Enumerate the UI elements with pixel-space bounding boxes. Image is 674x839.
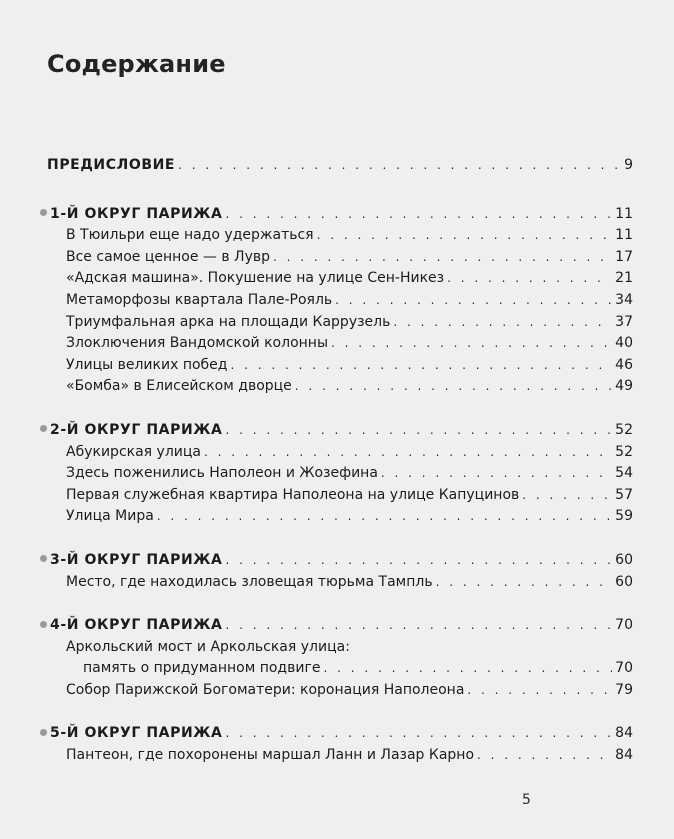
- toc-page-number: 84: [615, 725, 633, 742]
- dot-leader: [273, 247, 612, 269]
- toc-section-label: 3-Й ОКРУГ ПАРИЖА: [50, 551, 223, 568]
- toc-entry[interactable]: [47, 658, 633, 680]
- toc-entry-label: Место, где находилась зловещая тюрьма Тампль: [66, 573, 433, 590]
- toc-entry-label: Пантеон, где похоронены маршал Ланн и Лазар Карно: [66, 747, 475, 764]
- dot-leader: [447, 268, 612, 290]
- toc-entry-label: Злоключения Вандомской колонны: [66, 335, 328, 352]
- dot-leader: [335, 290, 612, 312]
- toc-page-number: 57: [615, 486, 633, 503]
- toc-section-label: 5-Й ОКРУГ ПАРИЖА: [50, 725, 223, 742]
- toc-page-number: 70: [615, 617, 633, 634]
- toc-page-number: 79: [615, 681, 633, 698]
- dot-leader: [157, 506, 612, 528]
- toc-entry[interactable]: [47, 506, 633, 528]
- toc-entry-line1[interactable]: [47, 637, 633, 659]
- toc-section-label: 1-Й ОКРУГ ПАРИЖА: [50, 205, 223, 222]
- toc-entry[interactable]: [47, 442, 633, 464]
- toc-page-number: 52: [615, 421, 633, 438]
- dot-leader: [331, 333, 612, 355]
- toc-page-number: 46: [615, 356, 633, 373]
- toc-entry-label: «Бомба» в Елисейском дворце: [66, 378, 292, 395]
- toc-entry-label: Триумфальная арка на площади Каррузель: [66, 313, 391, 330]
- toc-entry[interactable]: [47, 268, 633, 290]
- dot-leader: [225, 550, 612, 572]
- toc-page-number: 17: [615, 248, 633, 265]
- toc-entry[interactable]: [47, 312, 633, 334]
- toc-page-number: 11: [615, 205, 633, 222]
- toc-entry[interactable]: [47, 355, 633, 377]
- toc-entry-label: Абукирская улица: [66, 443, 201, 460]
- toc-page-number: 54: [615, 465, 633, 482]
- toc-page-number: 60: [615, 573, 633, 590]
- toc-page-number: 52: [615, 443, 633, 460]
- toc-entry[interactable]: [47, 572, 633, 594]
- toc-entry[interactable]: [47, 225, 633, 247]
- toc-entry[interactable]: [47, 333, 633, 355]
- toc-section-heading[interactable]: [47, 723, 633, 745]
- toc-page-number: 9: [624, 157, 633, 173]
- dot-leader: [225, 204, 612, 226]
- dot-leader: [477, 745, 612, 767]
- dot-leader: [467, 680, 612, 702]
- toc-page-number: 59: [615, 508, 633, 525]
- bullet-icon: [40, 621, 47, 628]
- dot-leader: [295, 376, 612, 398]
- toc-entry-label: Собор Парижской Богоматери: коронация Наполеона: [66, 681, 465, 698]
- toc-entry-label: В Тюильри еще надо удержаться: [66, 227, 314, 244]
- toc-entry[interactable]: [47, 485, 633, 507]
- toc-entry-label: Улица Мира: [66, 508, 154, 525]
- dot-leader: [204, 442, 612, 464]
- toc-section-heading[interactable]: [47, 550, 633, 572]
- toc-section-heading[interactable]: [47, 420, 633, 442]
- bullet-icon: [40, 729, 47, 736]
- bullet-icon: [40, 425, 47, 432]
- table-of-contents: [47, 155, 633, 767]
- toc-entry-label: память о придуманном подвиге: [83, 660, 321, 677]
- dot-leader: [381, 463, 612, 485]
- toc-page-number: 37: [615, 313, 633, 330]
- toc-page-number: 84: [615, 747, 633, 764]
- toc-entry-label: Улицы великих побед: [66, 356, 228, 373]
- toc-entry-label: Метаморфозы квартала Пале-Рояль: [66, 291, 333, 308]
- toc-section-label: 2-Й ОКРУГ ПАРИЖА: [50, 421, 223, 438]
- toc-page-number: 49: [615, 378, 633, 395]
- dot-leader: [436, 572, 613, 594]
- dot-leader: [323, 658, 612, 680]
- dot-leader: [225, 723, 612, 745]
- toc-entry[interactable]: [47, 376, 633, 398]
- toc-section-heading[interactable]: [47, 615, 633, 637]
- toc-page-number: 70: [615, 660, 633, 677]
- toc-entry-label: ПРЕДИСЛОВИЕ: [47, 157, 176, 173]
- dot-leader: [393, 312, 612, 334]
- toc-section-heading[interactable]: [47, 204, 633, 226]
- toc-page-number: 11: [615, 227, 633, 244]
- toc-page-number: 21: [615, 270, 633, 287]
- toc-entry-label: Здесь поженились Наполеон и Жозефина: [66, 465, 378, 482]
- dot-leader: [317, 225, 613, 247]
- page-title: Содержание: [47, 50, 226, 78]
- toc-entry[interactable]: [47, 290, 633, 312]
- toc-page-number: 40: [615, 335, 633, 352]
- toc-page-number: 60: [615, 551, 633, 568]
- dot-leader: [230, 355, 612, 377]
- dot-leader: [225, 420, 612, 442]
- toc-entry[interactable]: [47, 745, 633, 767]
- dot-leader: [178, 155, 621, 177]
- toc-entry[interactable]: [47, 463, 633, 485]
- toc-entry-preface[interactable]: [47, 155, 633, 177]
- page-number-footer: 5: [522, 792, 531, 808]
- bullet-icon: [40, 555, 47, 562]
- toc-entry-label: Первая служебная квартира Наполеона на улице Капуцинов: [66, 486, 520, 503]
- toc-entry-label: Аркольский мост и Аркольская улица:: [66, 638, 350, 655]
- bullet-icon: [40, 209, 47, 216]
- toc-page-number: 34: [615, 291, 633, 308]
- dot-leader: [522, 485, 612, 507]
- toc-entry-label: Все самое ценное — в Лувр: [66, 248, 271, 265]
- toc-section-label: 4-Й ОКРУГ ПАРИЖА: [50, 617, 223, 634]
- toc-entry-label: «Адская машина». Покушение на улице Сен-Никез: [66, 270, 445, 287]
- toc-entry[interactable]: [47, 680, 633, 702]
- dot-leader: [225, 615, 612, 637]
- toc-entry[interactable]: [47, 247, 633, 269]
